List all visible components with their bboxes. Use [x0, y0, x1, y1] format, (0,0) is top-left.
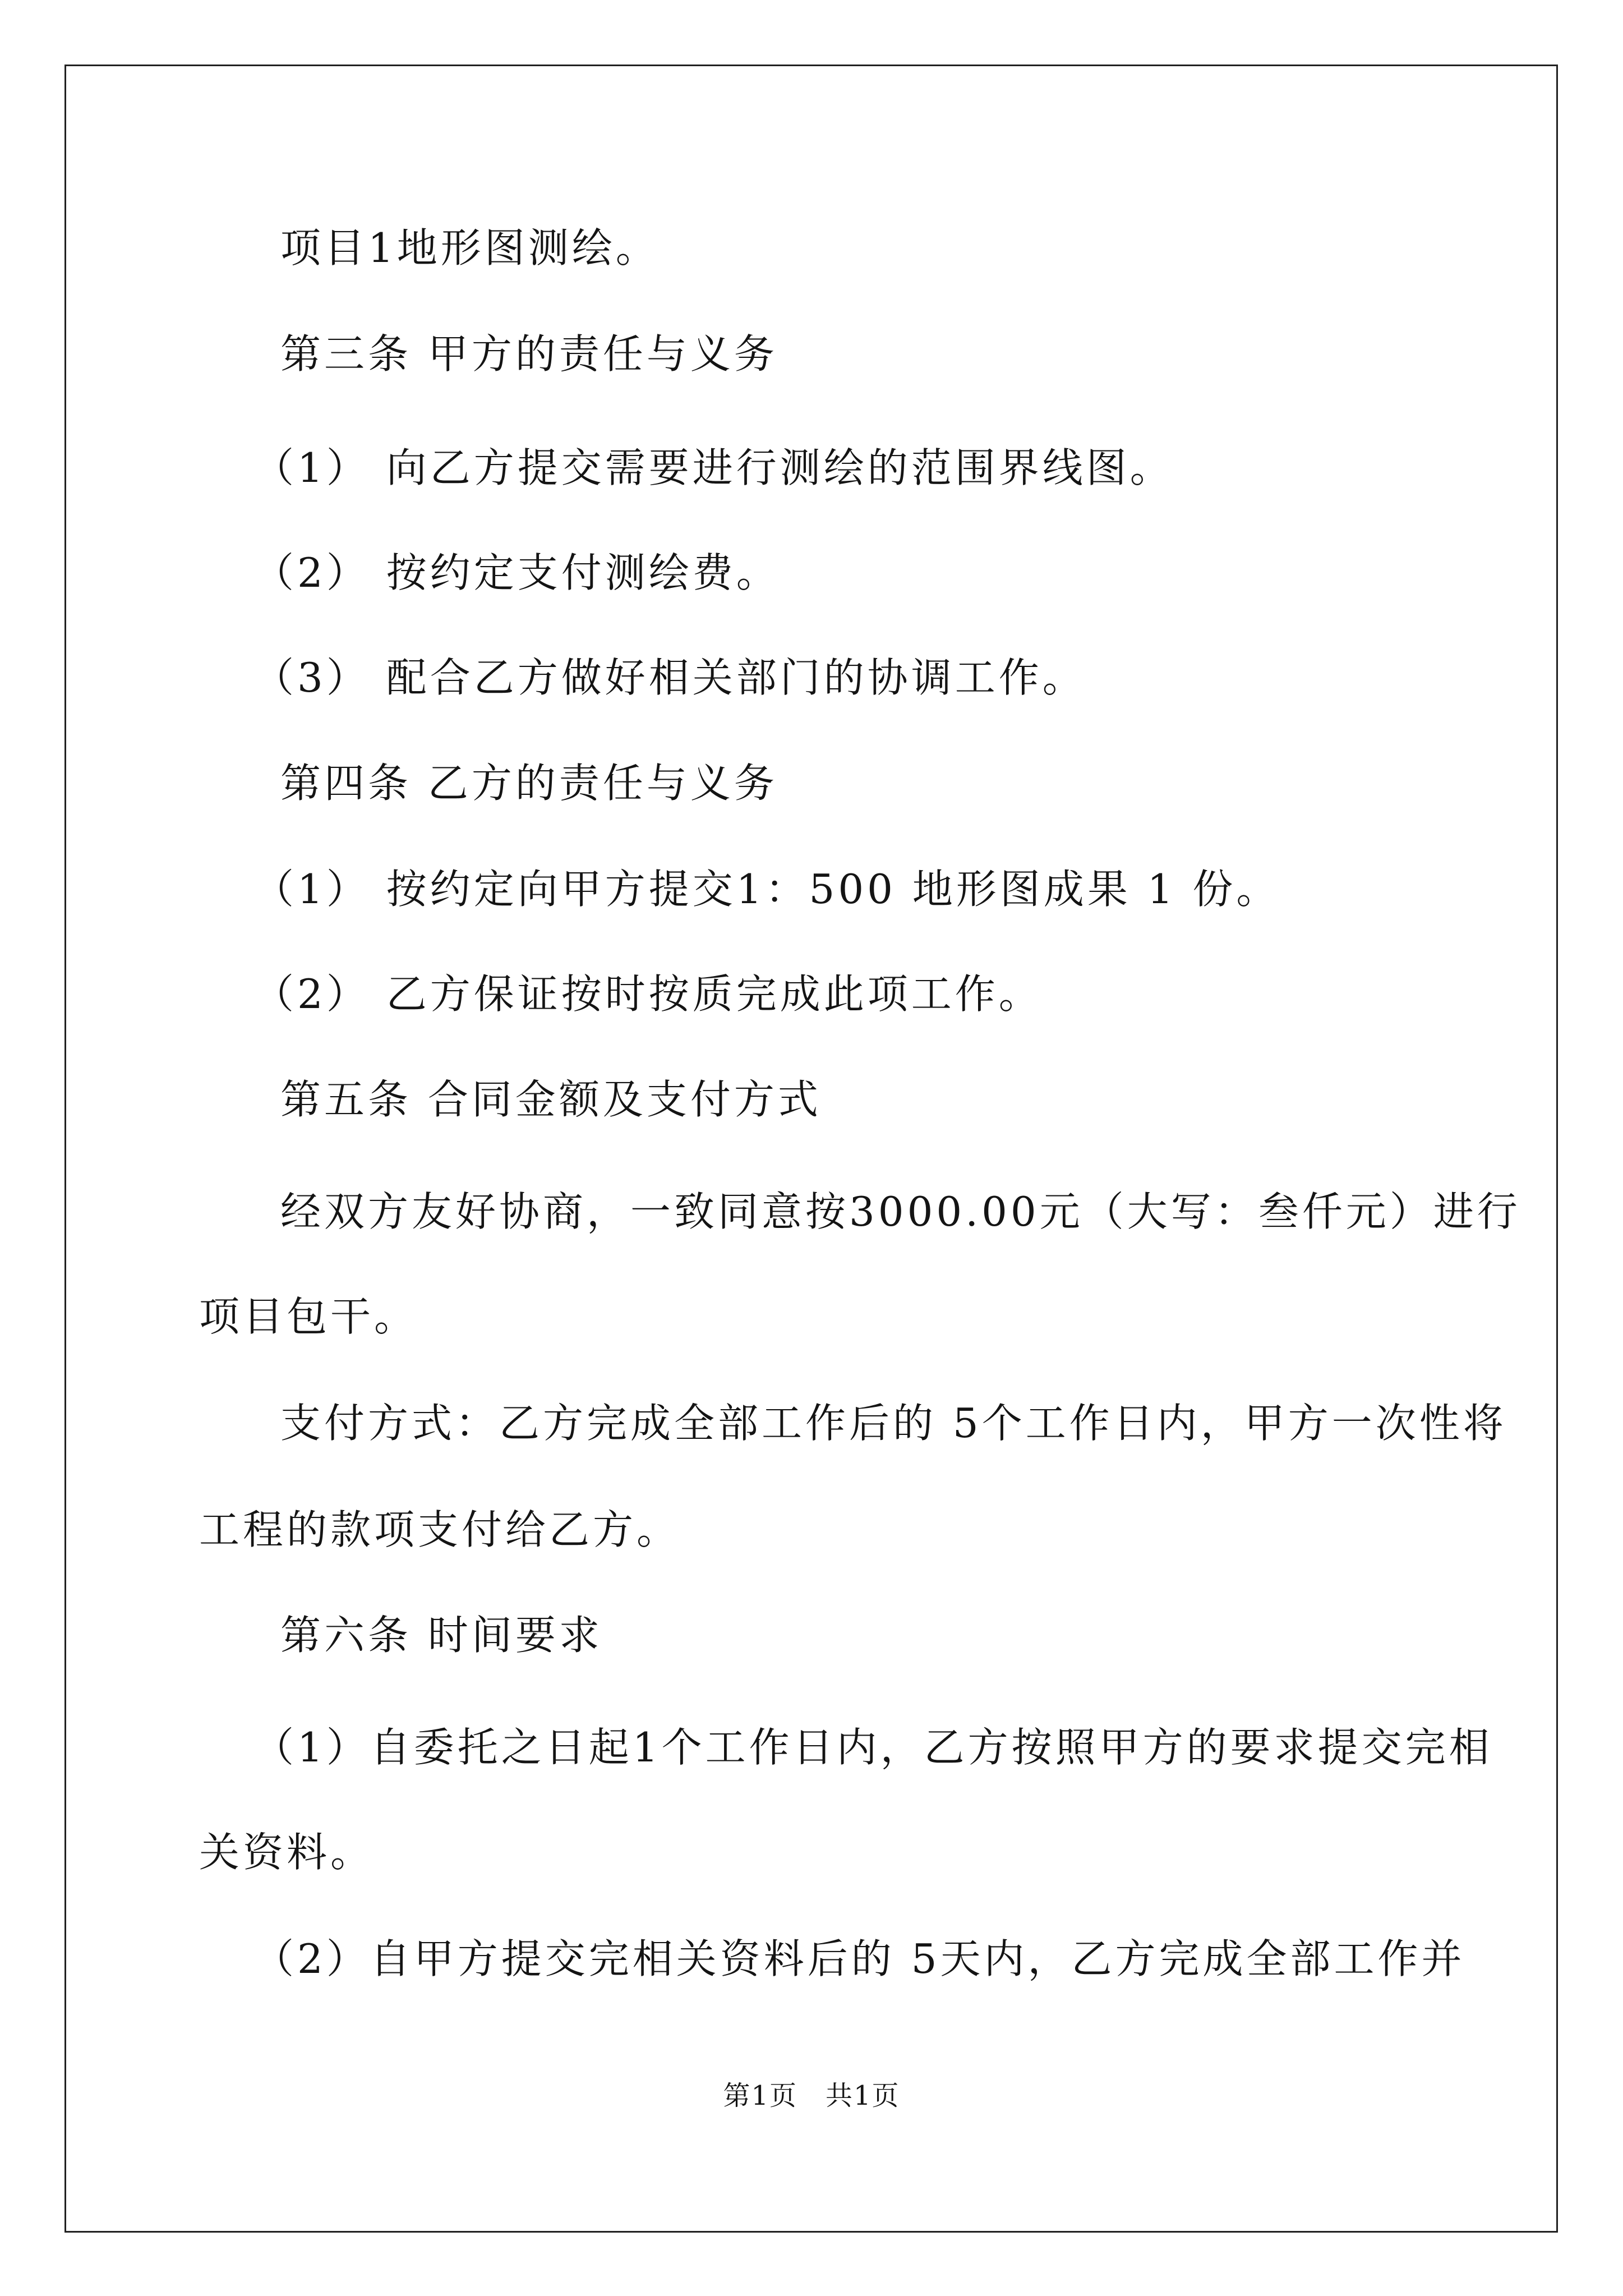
- list-item-3-1: （1） 向乙方提交需要进行测绘的范围界线图。: [253, 444, 1174, 491]
- list-item-6-1-cont: 关资料。: [199, 1829, 375, 1876]
- section-heading-5: 第五条 合同金额及支付方式: [280, 1076, 822, 1123]
- section-heading-3: 第三条 甲方的责任与义务: [280, 330, 778, 378]
- list-item-3-2: （2） 按约定支付测绘费。: [253, 549, 780, 596]
- text-line-1: 项目1地形图测绘。: [280, 224, 660, 272]
- list-item-4-2: （2） 乙方保证按时按质完成此项工作。: [253, 970, 1043, 1018]
- list-item-6-1: （1）自委托之日起1个工作日内，乙方按照甲方的要求提交完相: [253, 1724, 1493, 1771]
- list-item-4-1: （1） 按约定向甲方提交1：500 地形图成果 1 份。: [253, 866, 1280, 913]
- paragraph-payment-cont: 工程的款项支付给乙方。: [199, 1506, 681, 1553]
- list-item-6-2: （2）自甲方提交完相关资料后的 5天内，乙方完成全部工作并: [253, 1935, 1465, 1982]
- section-heading-6: 第六条 时间要求: [280, 1612, 603, 1659]
- list-item-3-3: （3） 配合乙方做好相关部门的协调工作。: [253, 654, 1086, 701]
- section-heading-4: 第四条 乙方的责任与义务: [280, 760, 778, 807]
- paragraph-amount: 经双方友好协商，一致同意按3000.00元（大写：叁仟元）进行: [280, 1188, 1521, 1235]
- page-number: 第1页 共1页: [723, 2080, 900, 2111]
- paragraph-payment: 支付方式：乙方完成全部工作后的 5个工作日内，甲方一次性将: [280, 1400, 1507, 1447]
- page-border: [64, 65, 1558, 2233]
- paragraph-amount-cont: 项目包干。: [199, 1293, 418, 1340]
